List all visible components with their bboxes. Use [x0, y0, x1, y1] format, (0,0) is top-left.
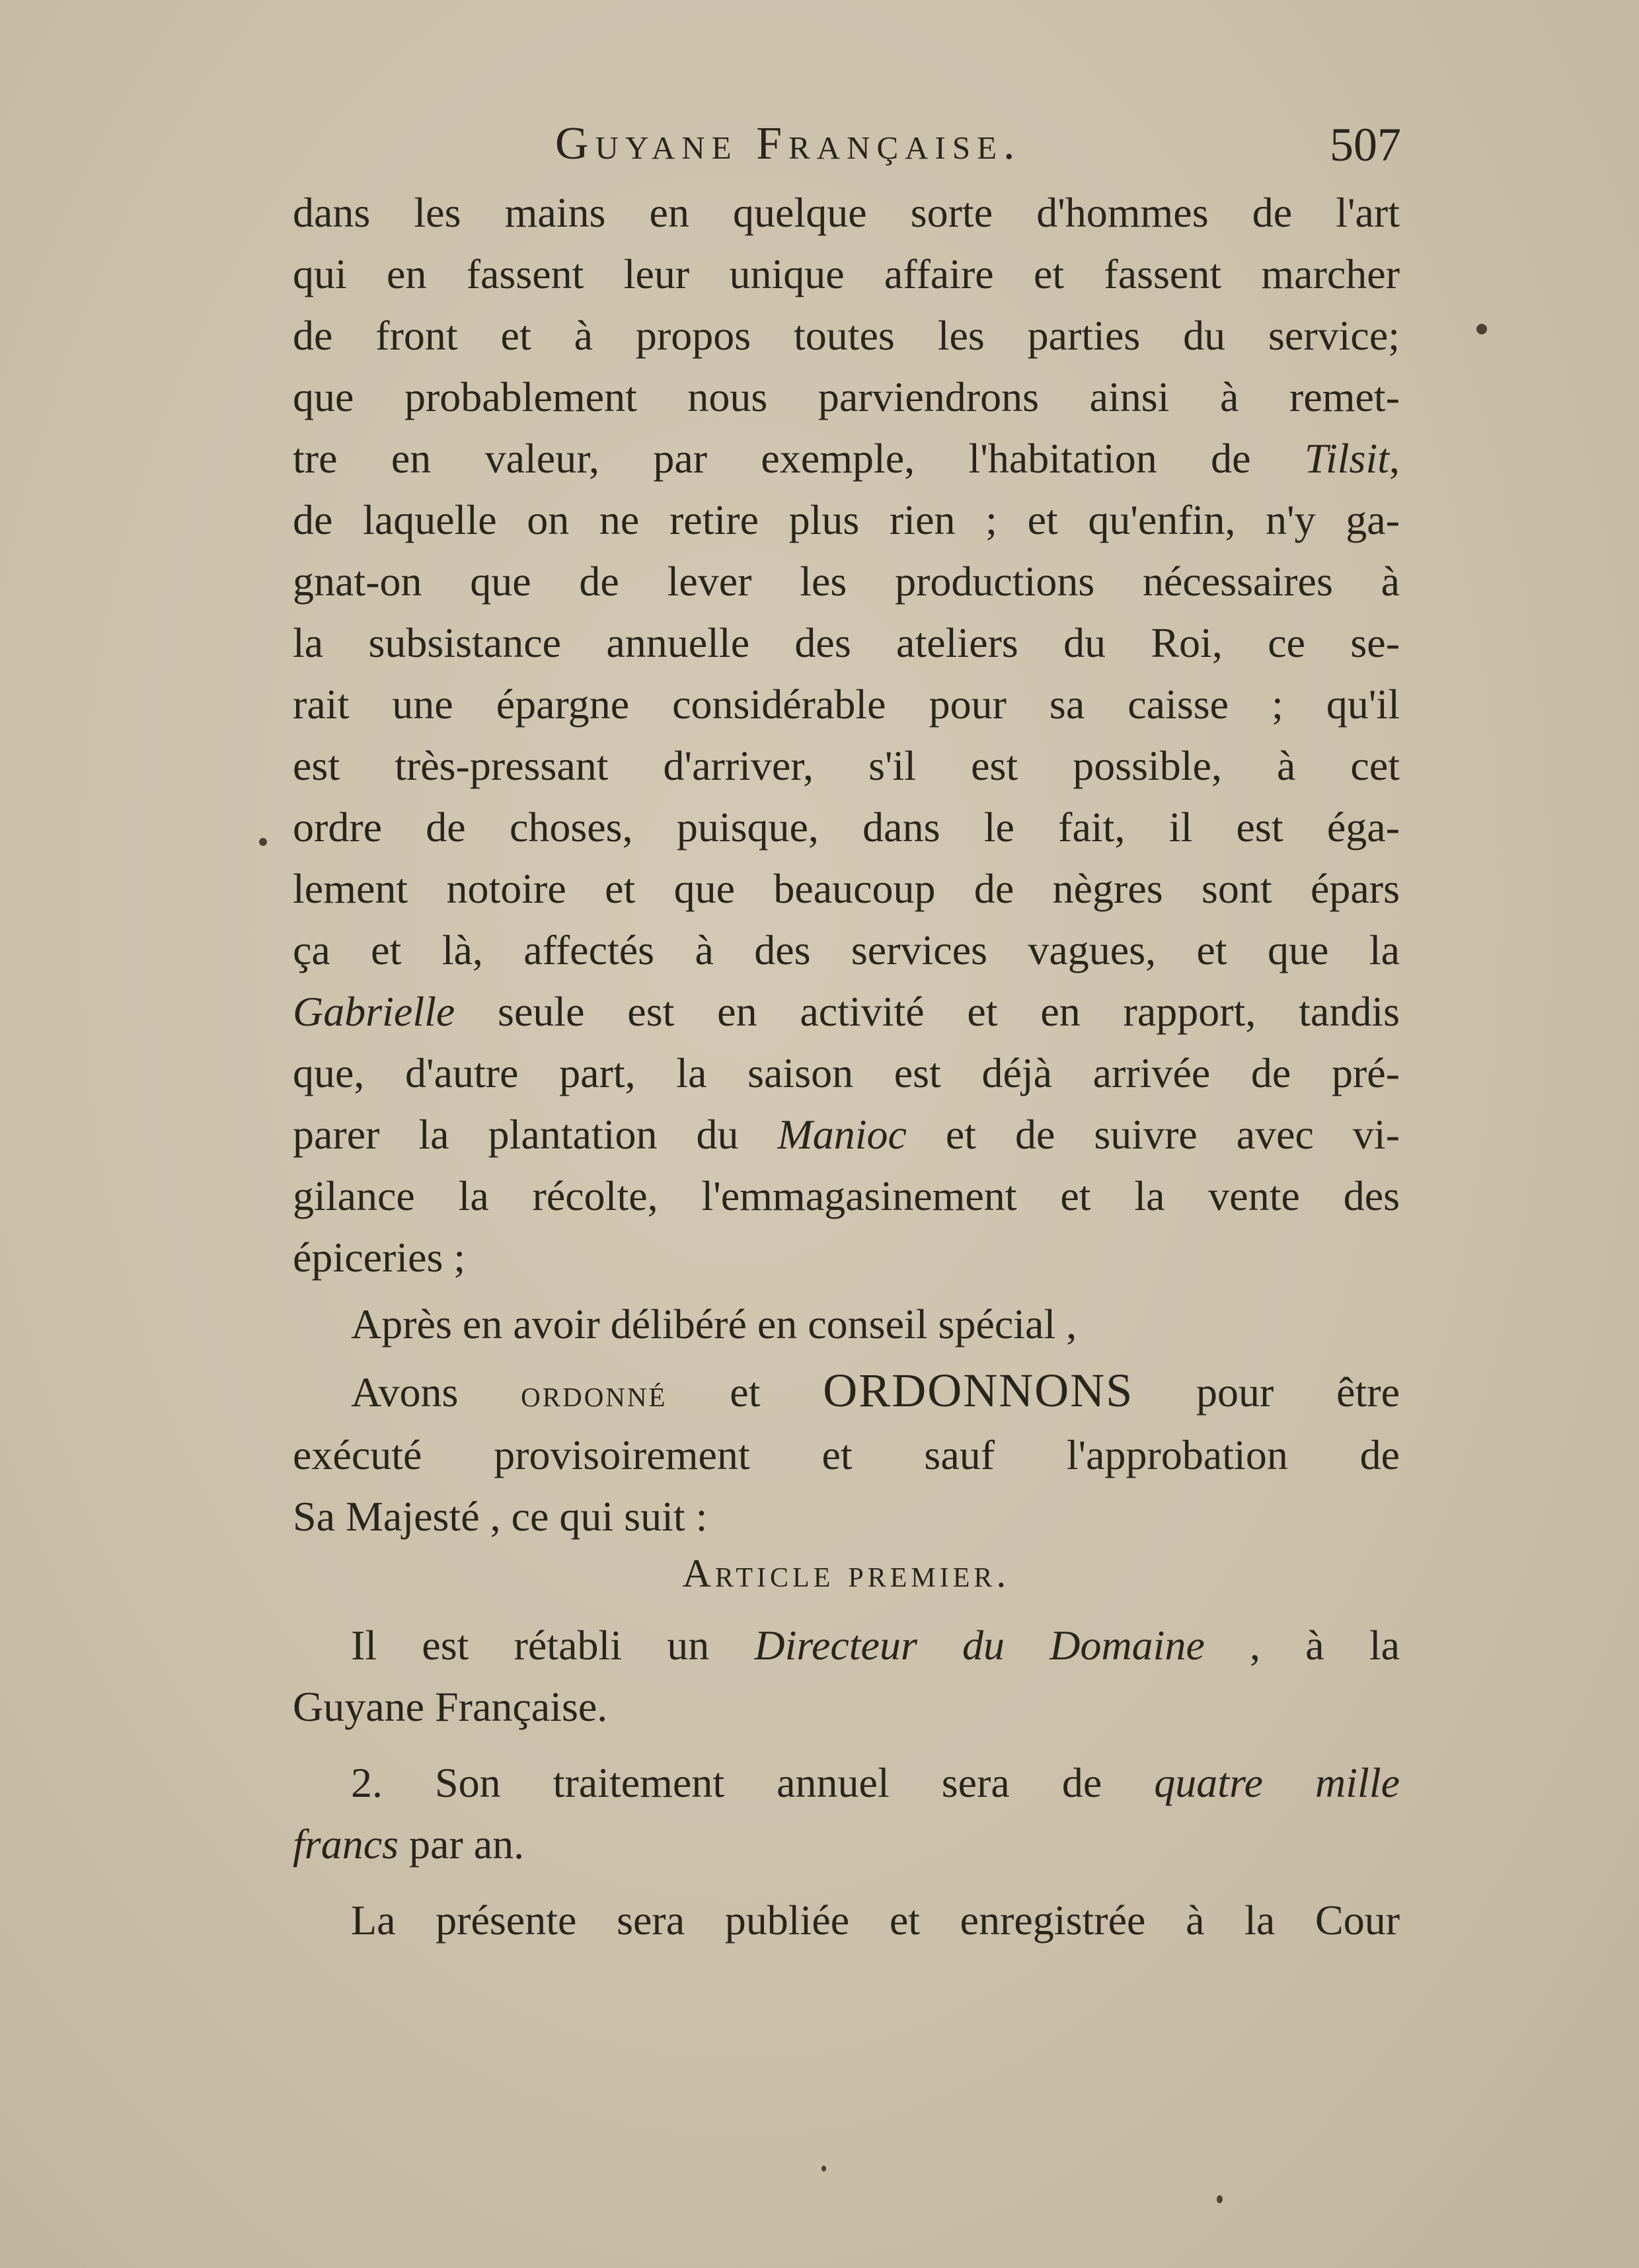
text-line: Après en avoir délibéré en conseil spécial ,: [351, 1301, 1077, 1347]
text-line: parer la plantation du Manioc et de suivre avec vi-: [293, 1111, 1400, 1158]
text-line: ça et là, affectés à des services vagues, et que la: [293, 926, 1400, 973]
text-line: est très-pressant d'arriver, s'il est possible, à cet: [293, 742, 1400, 789]
text-line: Guyane Française.: [293, 1683, 608, 1730]
text-line: rait une épargne considérable pour sa caisse ; qu'il: [293, 681, 1400, 728]
text-line: la subsistance annuelle des ateliers du Roi, ce se-: [293, 619, 1400, 666]
text-line: de front et à propos toutes les parties du service;: [293, 312, 1400, 359]
italic-amount: francs: [293, 1821, 399, 1868]
italic-crop-name: Manioc: [777, 1111, 907, 1158]
text-line: que, d'autre part, la saison est déjà arrivée de pré-: [293, 1049, 1400, 1096]
text-line: épiceries ;: [293, 1234, 466, 1281]
text-line: 2. Son traitement annuel sera de quatre mille: [351, 1759, 1400, 1806]
italic-amount: quatre mille: [1154, 1759, 1400, 1806]
text-line: que probablement nous parviendrons ainsi à remet-: [293, 373, 1400, 420]
paper-speck: [1476, 324, 1487, 334]
text-line: gilance la récolte, l'emmagasinement et la vente des: [293, 1172, 1400, 1219]
text-line: tre en valeur, par exemple, l'habitation de Tilsit,: [293, 435, 1400, 482]
text-line: dans les mains en quelque sorte d'hommes de l'art: [293, 189, 1400, 236]
paper-speck: [1217, 2195, 1223, 2203]
running-head: Guyane Française.: [555, 118, 1022, 169]
text-line: Il est rétabli un Directeur du Domaine , à la: [351, 1622, 1400, 1669]
text-line: ordre de choses, puisque, dans le fait, il est éga-: [293, 804, 1400, 850]
text-line: lement notoire et que beaucoup de nègres sont épars: [293, 865, 1400, 912]
text-line: Gabrielle seule est en activité et en rapport, tandis: [293, 988, 1400, 1035]
italic-title: Directeur du Domaine: [754, 1622, 1205, 1669]
italic-place-name: Gabrielle: [293, 988, 455, 1035]
page-header: [291, 118, 1401, 184]
page-number: 507: [1330, 118, 1401, 171]
italic-place-name: Tilsit: [1304, 435, 1389, 482]
text-line: exécuté provisoirement et sauf l'approbation de: [293, 1431, 1400, 1478]
text-line: de laquelle on ne retire plus rien ; et qu'enfin, n'y ga-: [293, 496, 1400, 543]
body-text: [293, 182, 1400, 1951]
small-caps-word: ordonné: [521, 1372, 667, 1415]
text-line: Sa Majesté , ce qui suit :: [293, 1493, 708, 1540]
paper-speck: [259, 838, 267, 846]
paper-speck: [821, 2166, 826, 2172]
text-line: La présente sera publiée et enregistrée à la Cour: [351, 1897, 1400, 1944]
text-line: gnat-on que de lever les productions nécessaires à: [293, 558, 1400, 605]
article-heading: Article premier.: [682, 1552, 1010, 1595]
text-line: francs par an.: [293, 1821, 525, 1868]
capital-word: ORDONNONS: [823, 1364, 1134, 1417]
text-line: Avons ordonné et ORDONNONS pour être: [351, 1364, 1400, 1417]
text-line: qui en fassent leur unique affaire et fassent marcher: [293, 250, 1400, 297]
